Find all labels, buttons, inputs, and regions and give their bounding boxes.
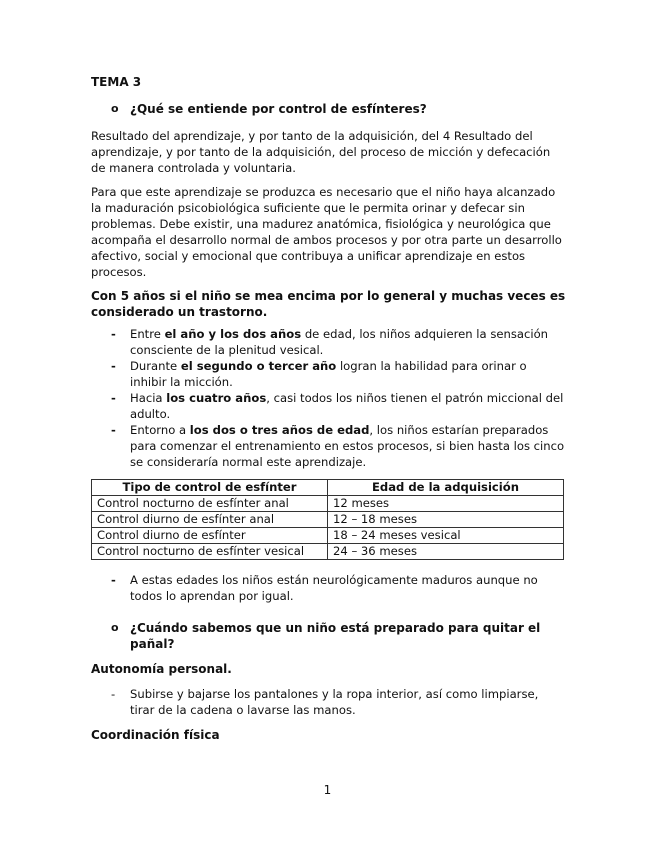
list-item-bold: el año y los dos años (164, 327, 302, 341)
dash-bullet-icon: - (111, 327, 116, 341)
circle-bullet-icon: o (111, 621, 119, 634)
table-row (92, 496, 564, 512)
age-milestones-list (91, 326, 566, 470)
list-item-bold: los cuatro años (166, 391, 267, 405)
list-item-text: , casi todos los niños tienen el patrón miccional del adulto. (130, 391, 564, 421)
list-item-text: de edad, los niños adquieren la sensación consciente de la plenitud vesical. (130, 327, 549, 357)
dash-bullet-icon: - (111, 423, 116, 437)
table-row (92, 544, 564, 560)
circle-bullet-icon: o (111, 102, 119, 115)
dash-bullet-icon: - (111, 573, 116, 587)
table-cell-type: Control diurno de esfínter (92, 528, 328, 544)
question-text: ¿Qué se entiende por control de esfínteres? (130, 102, 427, 116)
list-item (91, 326, 566, 358)
list-item-text: , los niños estarían preparados para comenzar el entrenamiento en estos procesos, si bien hasta los cinco se consideraría normal este aprendizaje. (130, 423, 565, 469)
list-item-text: Hacia (130, 391, 167, 405)
list-item-text: Durante (130, 359, 181, 373)
list-item-text: Entre (130, 327, 165, 341)
table-cell-type: Control nocturno de esfínter anal (92, 496, 328, 512)
table-header-row (92, 480, 564, 496)
list-item-text: Subirse y bajarse los pantalones y la ropa interior, así como limpiarse, tirar de la cadena o lavarse las manos. (130, 687, 539, 717)
spacer (91, 560, 566, 572)
paragraph-definition: Resultado del aprendizaje, y por tanto de la adquisición, del 4 Resultado del aprendizaje, y por tanto de la adquisición, del proceso de micción y defecación de manera controlada y voluntaria. (91, 129, 551, 175)
table-header-age: Edad de la adquisición (328, 480, 564, 496)
autonomy-list (91, 686, 566, 718)
question-when-ready (91, 620, 566, 652)
table-cell-age: 12 meses (328, 496, 564, 512)
list-item-text: A estas edades los niños están neurológicamente maduros aunque no todos lo aprendan por igual. (130, 573, 538, 603)
table-cell-type: Control diurno de esfínter anal (92, 512, 328, 528)
list-item (91, 390, 566, 422)
topic-title: TEMA 3 (91, 75, 142, 89)
table-cell-type: Control nocturno de esfínter vesical (92, 544, 328, 560)
table-row (92, 512, 564, 528)
bold-statement: Con 5 años si el niño se mea encima por lo general y muchas veces es considerado un trastorno. (91, 289, 566, 319)
list-item-bold: los dos o tres años de edad (189, 423, 370, 437)
list-item-bold: el segundo o tercer año (180, 359, 337, 373)
dash-bullet-icon: - (111, 687, 116, 701)
table-cell-age: 18 – 24 meses vesical (328, 528, 564, 544)
list-item (91, 572, 566, 604)
table-header-type: Tipo de control de esfínter (92, 480, 328, 496)
paragraph-maturation: Para que este aprendizaje se produzca es necesario que el niño haya alcanzado la maduración psicobiológica suficiente que le permita orinar y defecar sin problemas. Debe existir, una madurez anatómica, fisiológica y neurológica que acompaña el desarrollo normal de ambos procesos y por otra parte un desarrollo afectivo, social y emocional que contribuya a unificar aprendizaje en estos procesos. (91, 185, 562, 279)
dash-bullet-icon: - (111, 359, 116, 373)
section-heading-autonomy: Autonomía personal. (91, 662, 232, 676)
dash-bullet-icon: - (111, 391, 116, 405)
list-item (91, 422, 566, 470)
page-number: 1 (323, 783, 332, 797)
table-cell-age: 12 – 18 meses (328, 512, 564, 528)
list-item (91, 358, 566, 390)
table-cell-age: 24 – 36 meses (328, 544, 564, 560)
question-text: ¿Cuándo sabemos que un niño está preparado para quitar el pañal? (130, 621, 541, 651)
section-heading-coordination: Coordinación física (91, 728, 220, 742)
question-what-is-sphincter-control (91, 101, 566, 117)
table-row (92, 528, 564, 544)
list-item (91, 686, 566, 718)
page-content (91, 74, 566, 749)
list-item-text: logran la habilidad para orinar o inhibir la micción. (130, 359, 527, 389)
sphincter-control-table (91, 479, 564, 560)
maturity-note-list (91, 572, 566, 604)
list-item-text: Entorno a (130, 423, 190, 437)
